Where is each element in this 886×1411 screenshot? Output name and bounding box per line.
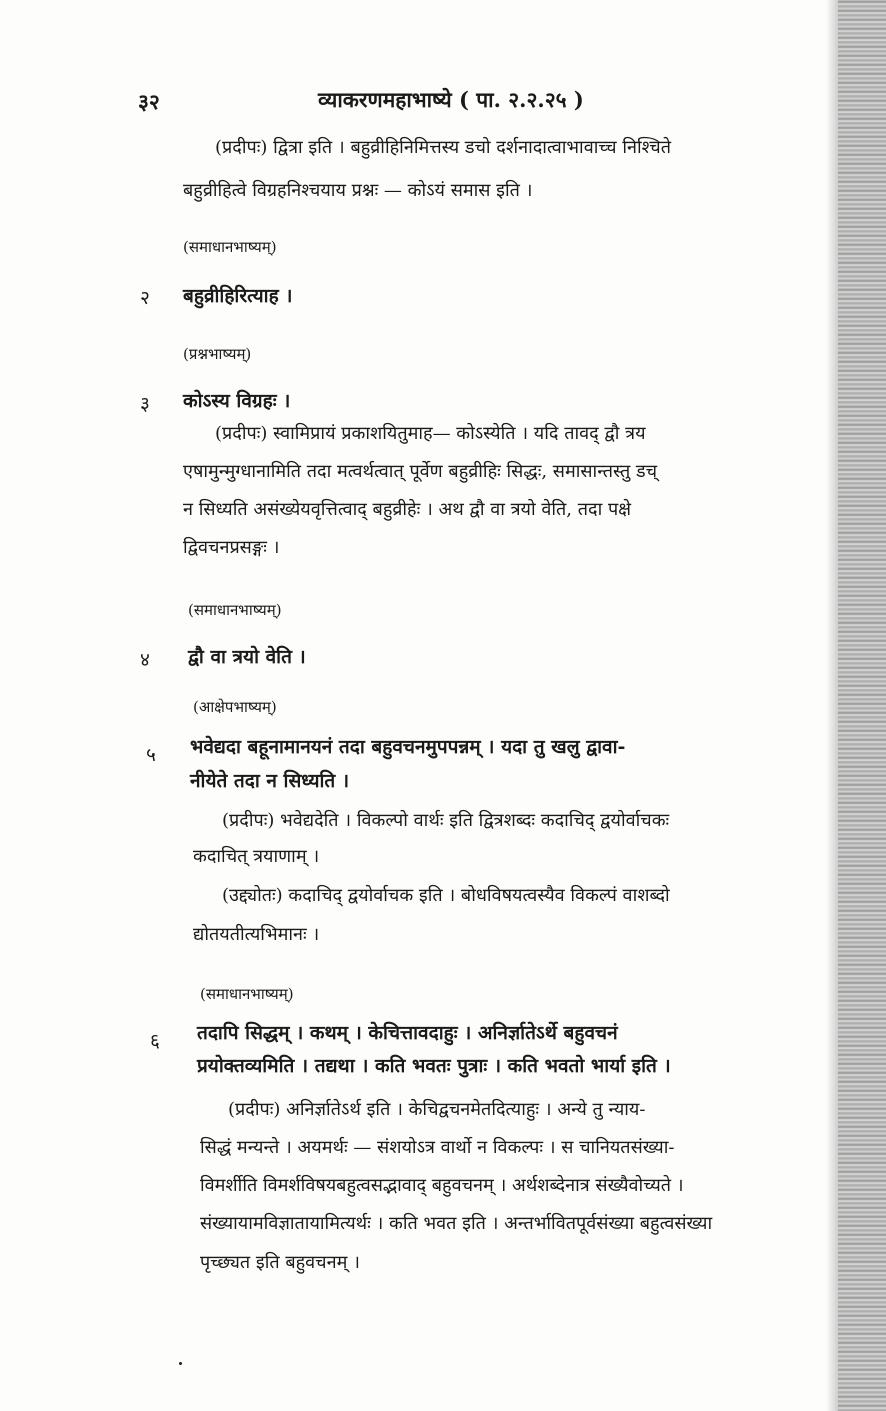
section-number: ३	[140, 393, 150, 415]
bhashya-text: द्वौ वा त्रयो वेति ।	[188, 646, 306, 668]
bhashya-text: बहुव्रीहिरित्याह ।	[183, 285, 293, 307]
section-number: २	[140, 287, 150, 309]
uddyota-line: (उद्द्योतः) कदाचिद् द्वयोर्वाचक इति । बोधविषयत्वस्यैव विकल्पं वाशब्दो	[222, 885, 670, 906]
pradipa-line: (प्रदीपः) अनिर्ज्ञातेऽर्थ इति । केचिद्वचनमेतदित्याहुः । अन्ये तु न्याय-	[228, 1099, 646, 1120]
bhashya-text: कोऽस्य विग्रहः ।	[183, 390, 291, 412]
section-heading: (समाधानभाष्यम्)	[188, 601, 282, 619]
page-scan-edge	[838, 0, 886, 1411]
page-number: ३२	[138, 89, 160, 114]
bhashya-line: तदापि सिद्धम् । कथम् । केचित्तावदाहुः । अनिर्ज्ञातेऽर्थे बहुवचनं	[197, 1022, 618, 1044]
pradipa-line: पृच्छ्यत इति बहुवचनम् ।	[200, 1252, 360, 1273]
section-heading: (समाधानभाष्यम्)	[183, 238, 277, 256]
pradipa-line: (प्रदीपः) भवेद्यदेति । विकल्पो वार्थः इति द्वित्रशब्दः कदाचिद् द्वयोर्वाचकः	[222, 810, 670, 831]
pradipa-line: एषामुन्मुग्धानामिति तदा मत्वर्थत्वात् पूर्वेण बहुव्रीहिः सिद्धः, समासान्तस्तु डच्	[183, 461, 658, 482]
section-number: ६	[150, 1030, 160, 1052]
uddyota-line: द्योतयतीत्यभिमानः ।	[193, 924, 320, 945]
section-number: ५	[146, 744, 156, 766]
pradipa-line-1: (प्रदीपः) द्वित्रा इति । बहुव्रीहिनिमित्तस्य डचो दर्शनादात्वाभावाच्च निश्चिते	[215, 137, 671, 158]
bhashya-line: प्रयोक्तव्यमिति । तद्यथा । कति भवतः पुत्राः । कति भवतो भार्या इति ।	[197, 1055, 671, 1077]
bhashya-line: नीयेते तदा न सिध्यति ।	[190, 770, 350, 792]
pradipa-line-2: बहुव्रीहित्वे विग्रहनिश्चयाय प्रश्नः — कोऽयं समास इति ।	[183, 180, 533, 201]
pradipa-line: विमर्शीति विमर्शविषयबहुत्वसद्भावाद् बहुवचनम् । अर्थशब्देनात्र संख्यैवोच्यते ।	[200, 1175, 684, 1196]
pradipa-line: द्विवचनप्रसङ्गः ।	[183, 537, 280, 558]
pradipa-line: संख्यायामविज्ञातायामित्यर्थः । कति भवत इति । अन्तर्भावितपूर्वसंख्या बहुत्वसंख्या	[200, 1213, 713, 1234]
pradipa-line: सिद्धं मन्यन्ते । अयमर्थः — संशयोऽत्र वार्थो न विकल्पः । स चानियतसंख्या-	[200, 1137, 675, 1158]
running-title: व्याकरणमहाभाष्ये ( पा. २.२.२५ )	[318, 87, 584, 112]
bhashya-line: भवेद्यदा बहूनामानयनं तदा बहुवचनमुपपन्नम् । यदा तु खलु द्वावा-	[190, 736, 626, 758]
pradipa-line: न सिध्यति असंख्येयवृत्तित्वाद् बहुव्रीहेः । अथ द्वौ वा त्रयो वेति, तदा पक्षे	[183, 499, 632, 520]
section-heading: (समाधानभाष्यम्)	[200, 985, 294, 1003]
section-heading: (आक्षेपभाष्यम्)	[193, 698, 277, 716]
section-number: ४	[140, 649, 150, 671]
pradipa-line: (प्रदीपः) स्वामिप्रायं प्रकाशयितुमाह— कोऽस्येति । यदि तावद् द्वौ त्रय	[215, 423, 646, 444]
section-heading: (प्रश्नभाष्यम्)	[183, 345, 252, 363]
ink-speck	[179, 1362, 182, 1365]
page-scan-shadow	[826, 0, 838, 1411]
pradipa-line: कदाचित् त्रयाणाम् ।	[193, 846, 320, 867]
